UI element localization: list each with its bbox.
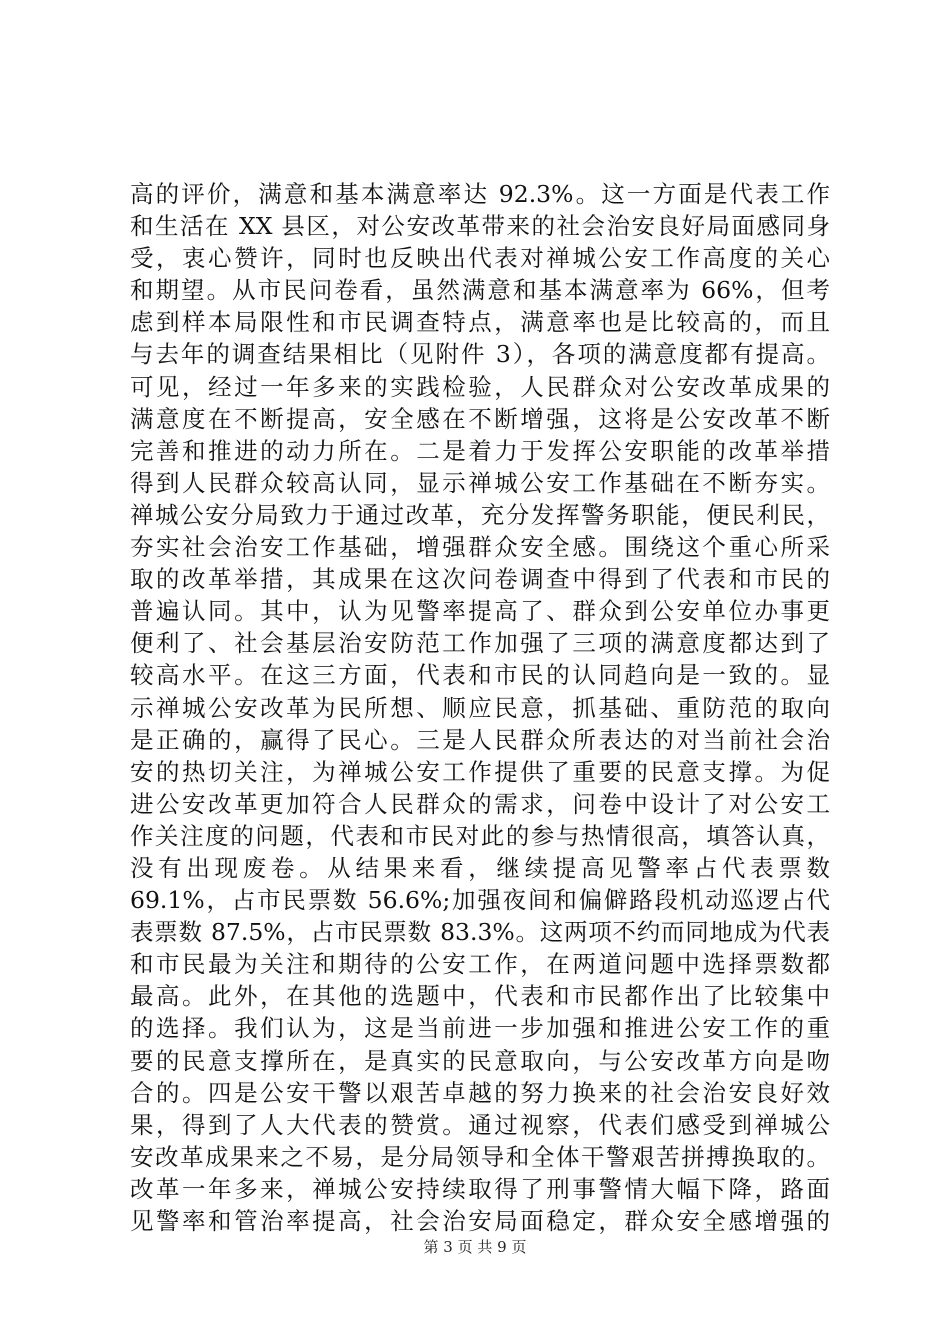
text-line: 安的热切关注，为禅城公安工作提供了重要的民意支撑。为促 — [130, 757, 830, 786]
text-line: 禅城公安分局致力于通过改革，充分发挥警务职能，便民利民， — [130, 500, 830, 529]
text-line: 受，衷心赞许，同时也反映出代表对禅城公安工作高度的关心 — [130, 244, 830, 273]
text-line: 和市民最为关注和期待的公安工作，在两道问题中选择票数都 — [130, 950, 830, 979]
text-line: 合的。四是公安干警以艰苦卓越的努力换来的社会治安良好效 — [130, 1078, 830, 1107]
text-line: 安改革成果来之不易，是分局领导和全体干警艰苦拼搏换取的。 — [130, 1142, 830, 1171]
text-line: 与去年的调查结果相比（见附件 3），各项的满意度都有提高。 — [130, 340, 830, 369]
body-text — [130, 178, 830, 1237]
text-line: 取的改革举措，其成果在这次问卷调查中得到了代表和市民的 — [130, 565, 830, 594]
text-line: 作关注度的问题，代表和市民对此的参与热情很高，填答认真， — [130, 821, 830, 850]
text-line: 完善和推进的动力所在。二是着力于发挥公安职能的改革举措 — [130, 436, 830, 465]
text-line: 是正确的，赢得了民心。三是人民群众所表达的对当前社会治 — [130, 725, 830, 754]
text-line: 示禅城公安改革为民所想、顺应民意，抓基础、重防范的取向 — [130, 693, 830, 722]
text-line: 最高。此外，在其他的选题中，代表和市民都作出了比较集中 — [130, 982, 830, 1011]
text-line: 进公安改革更加符合人民群众的需求，问卷中设计了对公安工 — [130, 789, 830, 818]
text-line: 满意度在不断提高，安全感在不断增强，这将是公安改革不断 — [130, 404, 830, 433]
text-line: 可见，经过一年多来的实践检验，人民群众对公安改革成果的 — [130, 372, 830, 401]
text-line: 夯实社会治安工作基础，增强群众安全感。围绕这个重心所采 — [130, 533, 830, 562]
text-line: 虑到样本局限性和市民调查特点，满意率也是比较高的，而且 — [130, 308, 830, 337]
text-line: 得到人民群众较高认同，显示禅城公安工作基础在不断夯实。 — [130, 468, 830, 497]
text-line: 表票数 87.5%，占市民票数 83.3%。这两项不约而同地成为代表 — [130, 918, 830, 947]
text-line: 没有出现废卷。从结果来看，继续提高见警率占代表票数 — [130, 853, 830, 882]
text-line: 便利了、社会基层治安防范工作加强了三项的满意度都达到了 — [130, 629, 830, 658]
text-line: 要的民意支撑所在，是真实的民意取向，与公安改革方向是吻 — [130, 1046, 830, 1075]
text-line: 高的评价，满意和基本满意率达 92.3%。这一方面是代表工作 — [130, 180, 830, 208]
text-line: 改革一年多来，禅城公安持续取得了刑事警情大幅下降，路面 — [130, 1174, 830, 1203]
text-line: 的选择。我们认为，这是当前进一步加强和推进公安工作的重 — [130, 1014, 830, 1043]
page-number-footer: 第 3 页 共 9 页 — [423, 1238, 527, 1256]
text-line: 果，得到了人大代表的赞赏。通过视察，代表们感受到禅城公 — [130, 1110, 830, 1139]
text-line: 普遍认同。其中，认为见警率提高了、群众到公安单位办事更 — [130, 597, 830, 626]
text-line: 和期望。从市民问卷看，虽然满意和基本满意率为 66%，但考 — [130, 276, 830, 305]
text-line: 69.1%，占市民票数 56.6%;加强夜间和偏僻路段机动巡逻占代 — [130, 886, 830, 915]
text-line: 和生活在 XX 县区，对公安改革带来的社会治安良好局面感同身 — [130, 212, 830, 241]
text-line: 较高水平。在这三方面，代表和市民的认同趋向是一致的。显 — [130, 661, 830, 690]
text-line: 见警率和管治率提高，社会治安局面稳定，群众安全感增强的 — [130, 1207, 830, 1235]
